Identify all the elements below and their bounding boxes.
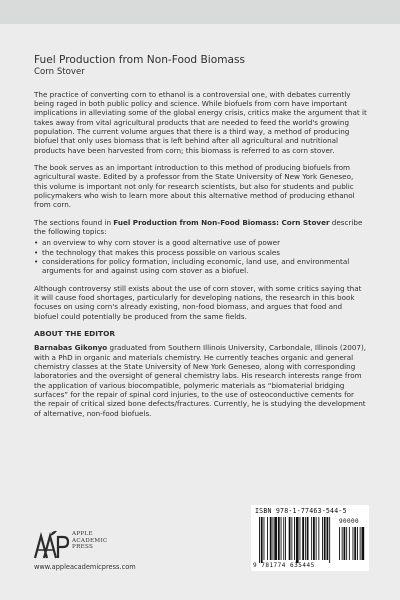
blurb-paragraph-4: Although controversy still exists about the use of corn stover, with some critics saying that it will cause food shortages, particularly for developing nations, the research in this book focuses on using corn's already existing, non-food biomass, and argues that food and biofuel could potentially be produced from the same fields. bbox=[34, 283, 362, 321]
topic-item: • the technology that makes this process possible on various scales bbox=[34, 248, 368, 257]
publisher-line-1: APPLE bbox=[72, 531, 93, 537]
editor-bio bbox=[34, 343, 368, 418]
isbn-barcode bbox=[251, 505, 369, 571]
p3-bold-title: Fuel Production from Non-Food Biomass: Corn Stover bbox=[113, 217, 330, 227]
p3-tail-text: describe the following topics: bbox=[34, 217, 363, 236]
barcode-digits: 9 781774 635445 bbox=[253, 562, 315, 569]
editor-name: Barnabas Gikonyo bbox=[34, 343, 108, 353]
publisher-logo bbox=[34, 530, 144, 560]
blurb-paragraph-1: The practice of converting corn to ethanol is a controversial one, with debates currently being raged in both public policy and science. While biofuels from corn have important implications in alleviating some of the global energy crisis, critics make the argument that it takes away from vital agricultural products that are needed to feed the world's growing population. The current volume argues that there is a third way, a method of producing biofuel that only uses biomass that is left behind after all agricultural and nutritional products have been harvested from corn; this biomass is referred to as corn stover. bbox=[34, 89, 367, 155]
p3-lead-text: The sections found in bbox=[34, 217, 114, 227]
topic-list bbox=[34, 238, 368, 275]
aap-logo-icon bbox=[34, 530, 70, 560]
about-editor-heading: ABOUT THE EDITOR bbox=[34, 329, 116, 339]
book-title: Fuel Production from Non-Food Biomass bbox=[34, 54, 246, 66]
blurb-paragraph-2: The book serves as an important introduction to this method of producing biofuels from agricultural waste. Edited by a professor from the State University of New York Geneseo, this volume is important not only for research scientists, but also for students and public policymakers who wish to learn more about this alternative method of producing ethanol from corn. bbox=[34, 162, 355, 210]
book-subtitle: Corn Stover bbox=[34, 66, 85, 77]
isbn-label: ISBN 978-1-77463-544-5 bbox=[255, 507, 347, 515]
publisher-name bbox=[72, 531, 108, 551]
top-band bbox=[0, 0, 400, 24]
editor-bio-text: graduated from Southern Illinois University, Carbondale, Illinois (2007), with a PhD in organic and materials chemistry. He currently teaches organic and general chemistry classes at the State University of New York Geneseo, along with corresponding laboratories and the oversight of general chemistry labs. His research interests range from the application of various biocompatible, polymeric materials as “biomaterial bridging surfaces” for the repair of spinal cord injuries, to the use of osteoconductive cements for the repair of critical sized bone defects/fractures. Currently, he is studying the development of alternative, non-food biofuels. bbox=[34, 343, 367, 418]
blurb-paragraph-3 bbox=[34, 218, 368, 237]
cover-text bbox=[34, 54, 368, 426]
topic-item: • an overview to why corn stover is a good alternative use of power bbox=[34, 238, 368, 247]
price-code: 90000 bbox=[339, 518, 360, 525]
publisher-website: www.appleacademicpress.com bbox=[34, 563, 136, 571]
topic-item: • considerations for policy formation, including economic, land use, and environmental arguments for and against using corn stover as a biofuel. bbox=[34, 257, 368, 276]
publisher-line-2: ACADEMIC bbox=[72, 537, 108, 544]
publisher-line-3: PRESS bbox=[72, 544, 94, 551]
